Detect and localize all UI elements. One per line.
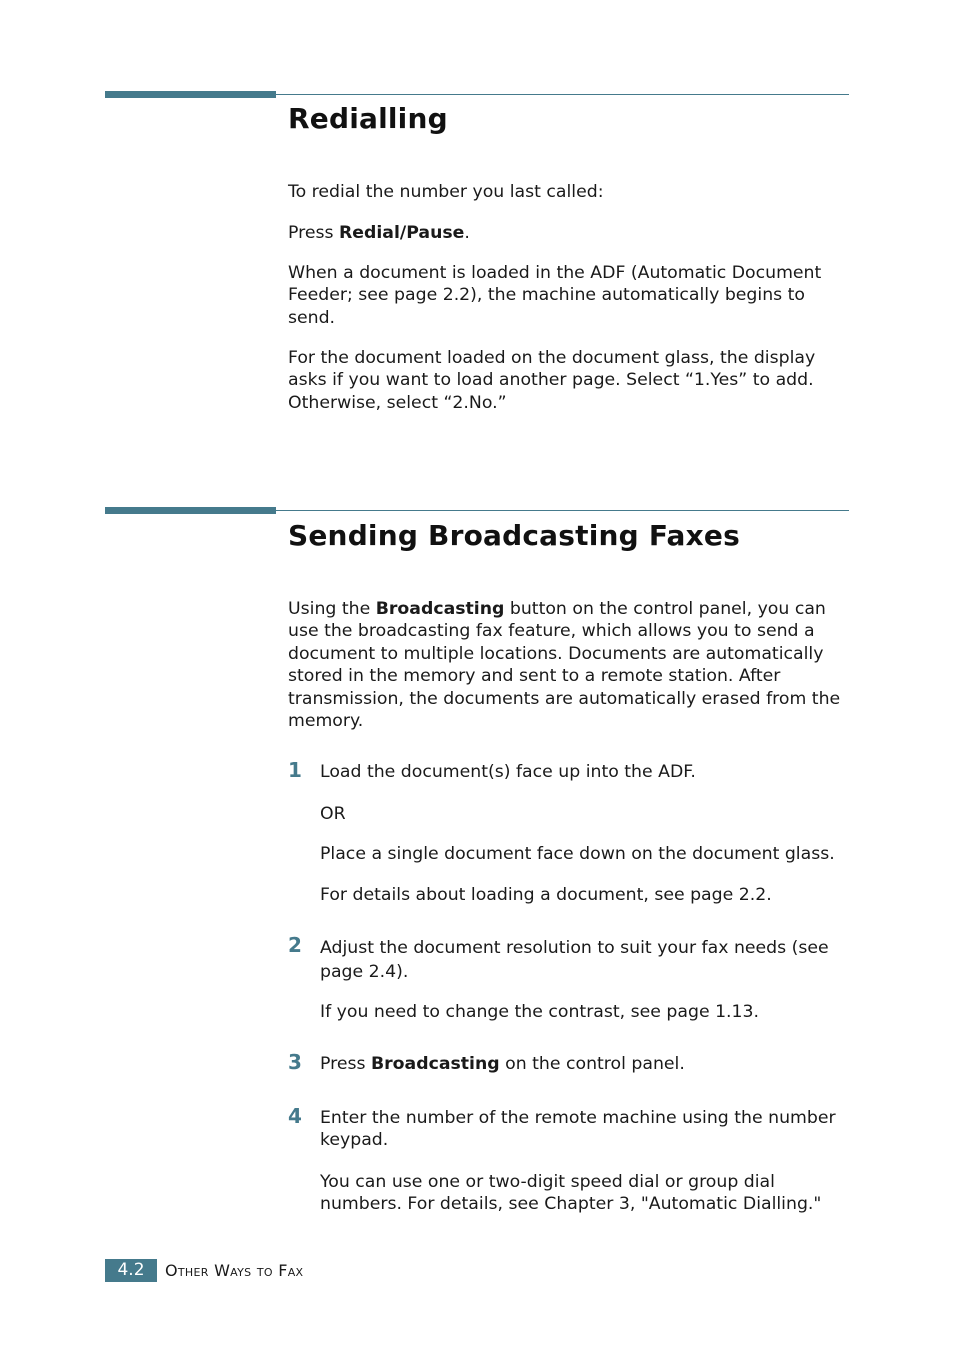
step-number-2: 2: [288, 933, 302, 957]
step-3-suffix: on the control panel.: [499, 1054, 685, 1074]
redial-adf-paragraph: When a document is loaded in the ADF (Automatic Document Feeder; see page 2.2), the machine automatically begins to send.: [288, 263, 822, 328]
press-suffix: .: [464, 223, 470, 243]
redial-intro: To redial the number you last called:: [288, 182, 604, 202]
press-prefix: Press: [288, 223, 339, 243]
redial-press-instruction: [288, 222, 853, 244]
intro-suffix: button on the control panel, you can use the broadcasting fax feature, which allows you to send a document to multiple locations. Documents are automatically stored in the memory and sent to a remote station. After transmission, the documents are automatically erased from the memory.: [288, 599, 841, 732]
section-title-broadcasting: Sending Broadcasting Faxes: [288, 519, 740, 552]
section-title-redialling: Redialling: [288, 102, 448, 135]
step-3-prefix: Press: [320, 1054, 371, 1074]
step-2-detail: If you need to change the contrast, see page 1.13.: [320, 1002, 760, 1022]
step-number-4: 4: [288, 1104, 302, 1128]
broadcasting-button-label: Broadcasting: [370, 1054, 500, 1074]
step-1-text: Load the document(s) face up into the ADF.: [320, 762, 696, 782]
section-rule-thin: [276, 510, 849, 511]
step-number-1: 1: [288, 758, 302, 782]
step-4-text: Enter the number of the remote machine using the number keypad.: [320, 1108, 836, 1151]
broadcasting-button-label: Broadcasting: [375, 599, 505, 619]
chapter-title-footer: Other Ways to Fax: [165, 1261, 304, 1280]
section-rule-thick: [105, 507, 276, 514]
step-2-text: Adjust the document resolution to suit your fax needs (see page 2.4).: [320, 938, 829, 982]
step-4-detail: You can use one or two-digit speed dial or group dial numbers. For details, see Chapter 3, "Automatic Dialling.": [320, 1172, 822, 1215]
section-rule-thin: [276, 94, 849, 95]
broadcast-intro: [288, 598, 853, 732]
step-3-text: [320, 1053, 855, 1075]
redial-glass-paragraph: For the document loaded on the document glass, the display asks if you want to load another page. Select “1.Yes” to add. Otherwise, select “2.No.”: [288, 348, 816, 413]
intro-prefix: Using the: [288, 599, 376, 619]
page-number-badge: 4.2: [105, 1259, 157, 1282]
section-rule-thick: [105, 91, 276, 98]
step-1-or: OR: [320, 804, 346, 824]
redial-pause-button-label: Redial/Pause: [338, 223, 465, 243]
step-number-3: 3: [288, 1050, 302, 1074]
step-1-alt: Place a single document face down on the document glass.: [320, 844, 835, 864]
step-1-detail: For details about loading a document, see page 2.2.: [320, 885, 772, 905]
